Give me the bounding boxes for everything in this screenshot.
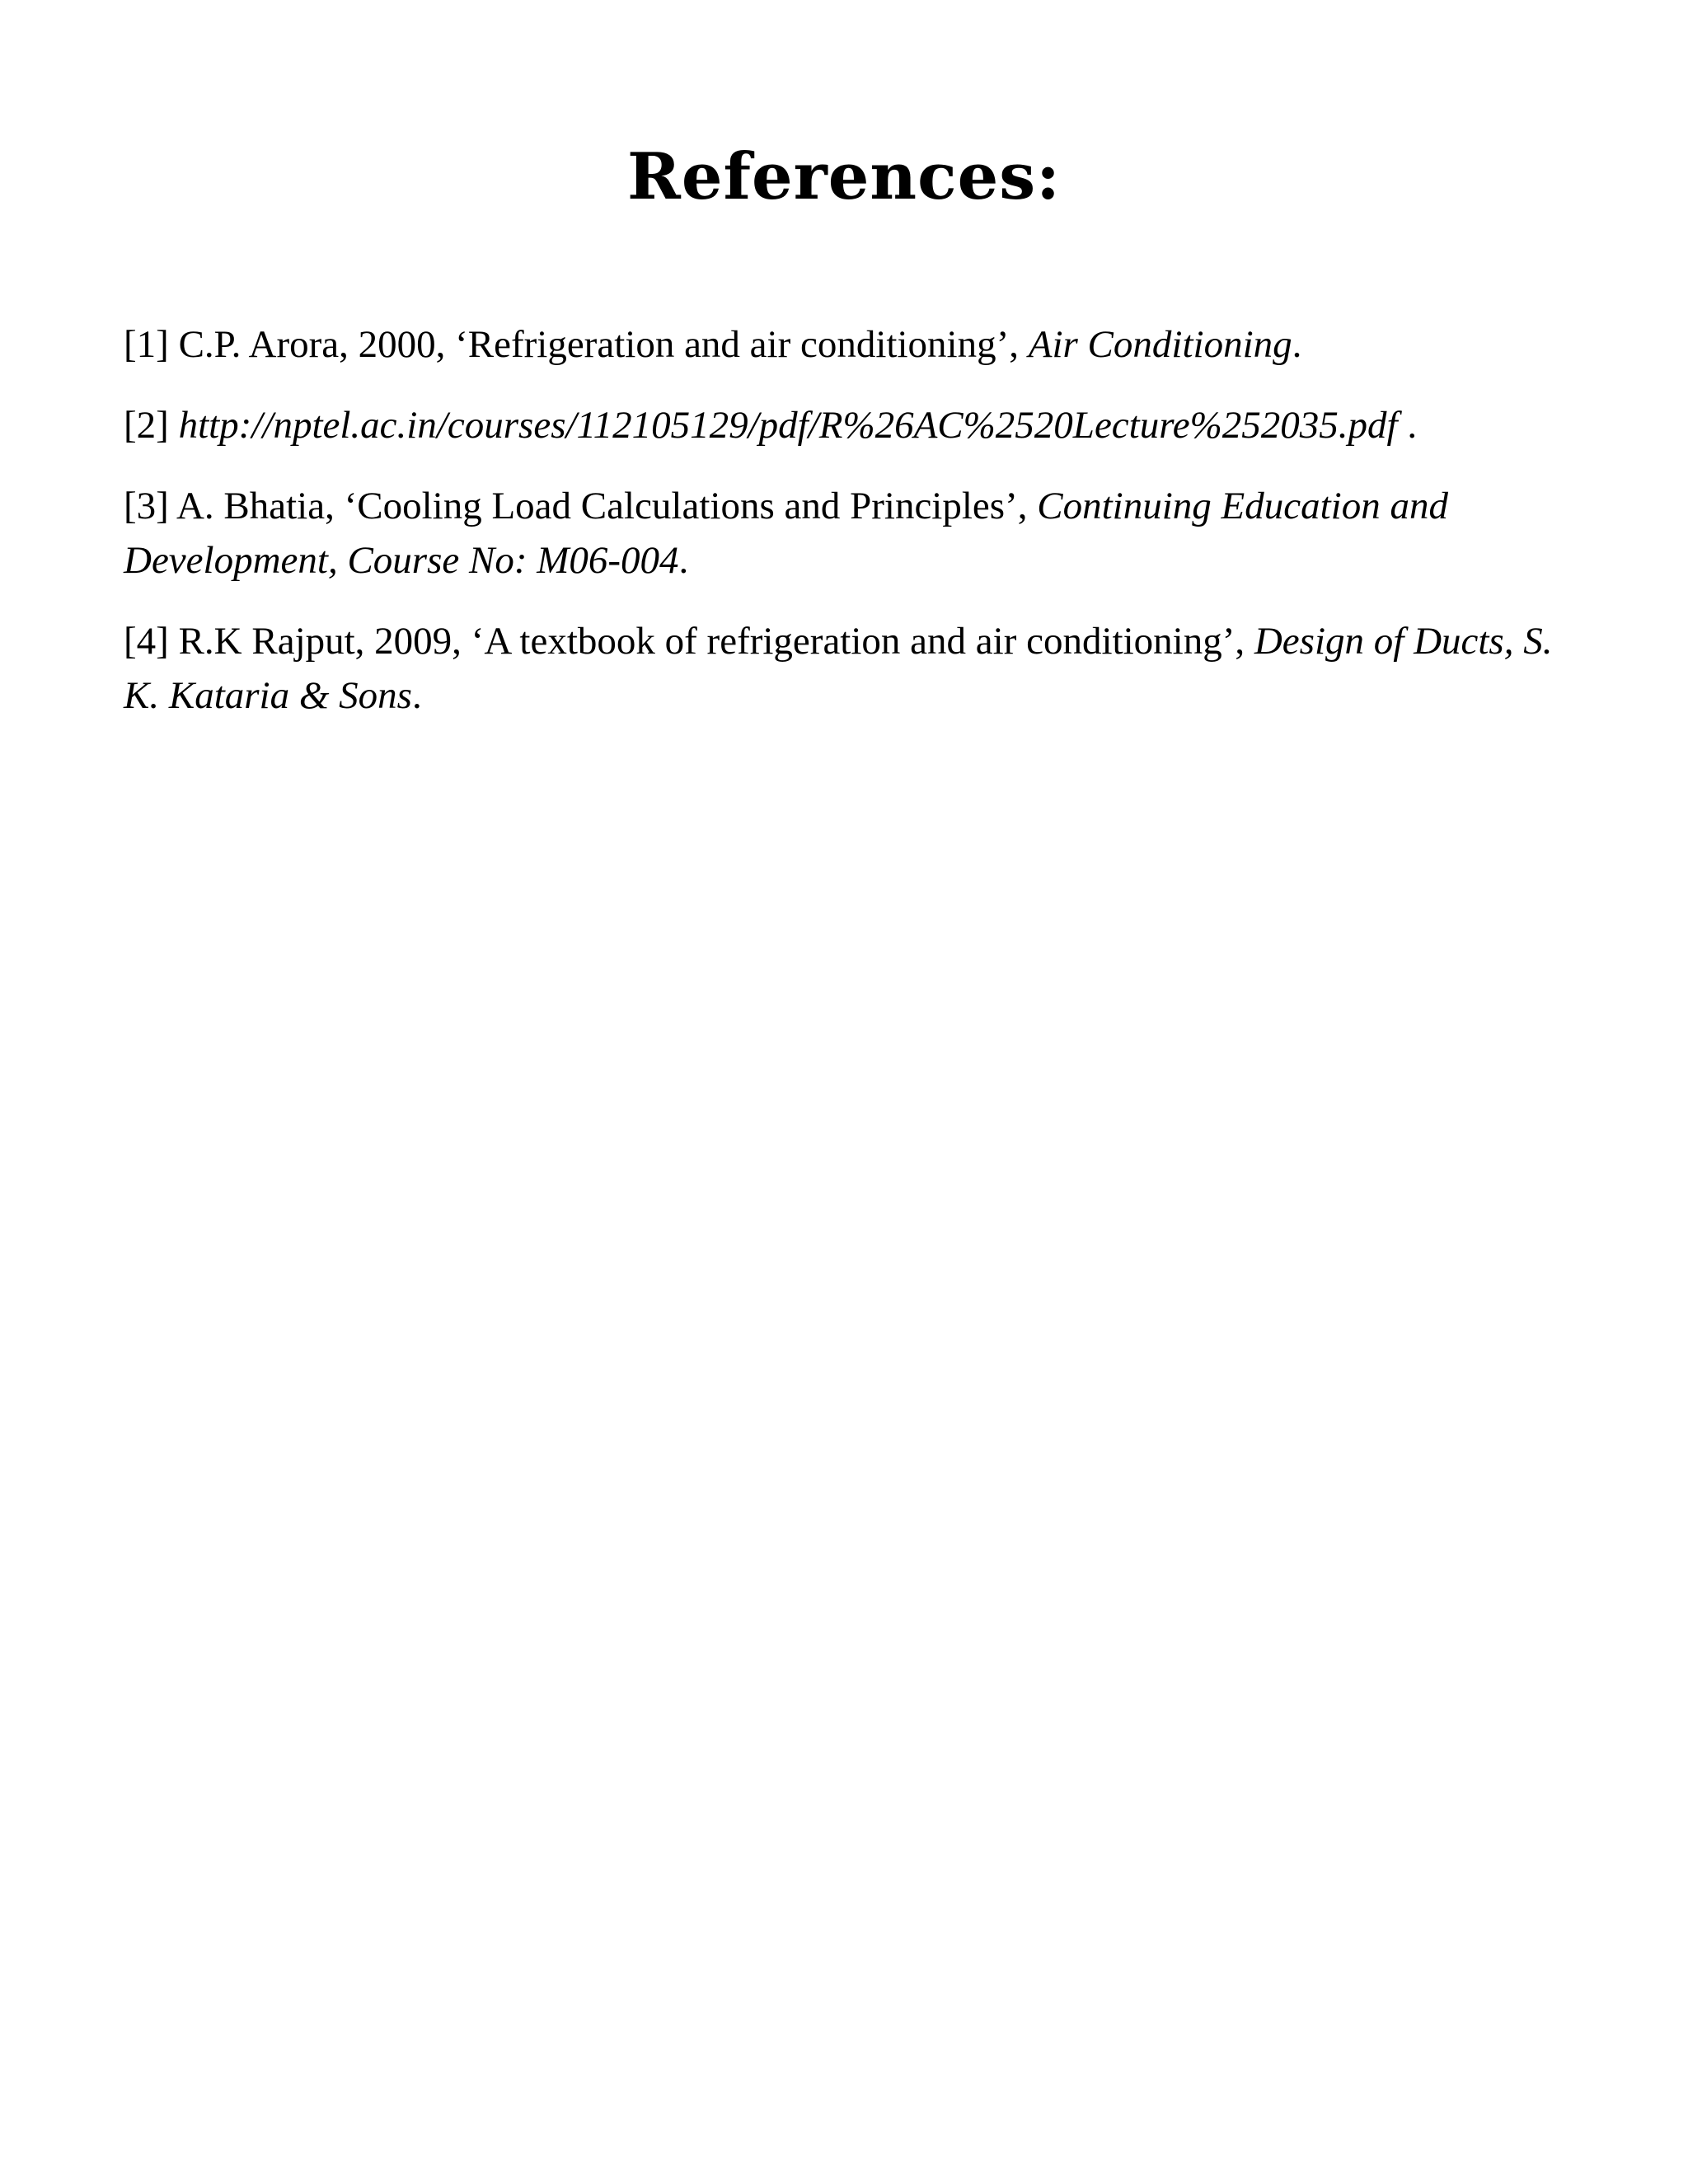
reference-number: [3] <box>124 485 169 527</box>
reference-source: Continuing Education and Development, Course No: M06-004 <box>124 485 1448 582</box>
reference-item-2 <box>124 398 1566 452</box>
reference-item-1 <box>124 317 1566 372</box>
reference-number: [4] <box>124 620 169 663</box>
reference-source: Air Conditioning <box>1028 323 1292 366</box>
reference-url: http://nptel.ac.in/courses/112105129/pdf/R%26AC%2520Lecture%252035.pdf <box>178 404 1398 447</box>
reference-text: C.P. Arora, 2000, ‘Refrigeration and air conditioning’, <box>168 323 1029 366</box>
reference-item-3 <box>124 479 1566 588</box>
reference-item-4 <box>124 614 1566 723</box>
reference-tail: . <box>678 539 689 582</box>
reference-number: [2] <box>124 404 169 447</box>
reference-text: R.K Rajput, 2009, ‘A textbook of refrigeration and air conditioning’, <box>168 620 1254 663</box>
reference-number: [1] <box>124 323 169 366</box>
reference-list <box>124 317 1566 749</box>
reference-tail: . <box>1292 323 1302 366</box>
reference-tail: . <box>411 674 422 717</box>
page-title: References: <box>627 139 1061 214</box>
reference-source: Design of Ducts, S. K. Kataria & Sons <box>124 620 1553 717</box>
reference-tail: . <box>1397 404 1418 447</box>
reference-text <box>169 404 179 447</box>
reference-text: A. Bhatia, ‘Cooling Load Calculations and Principles’, <box>168 485 1038 527</box>
